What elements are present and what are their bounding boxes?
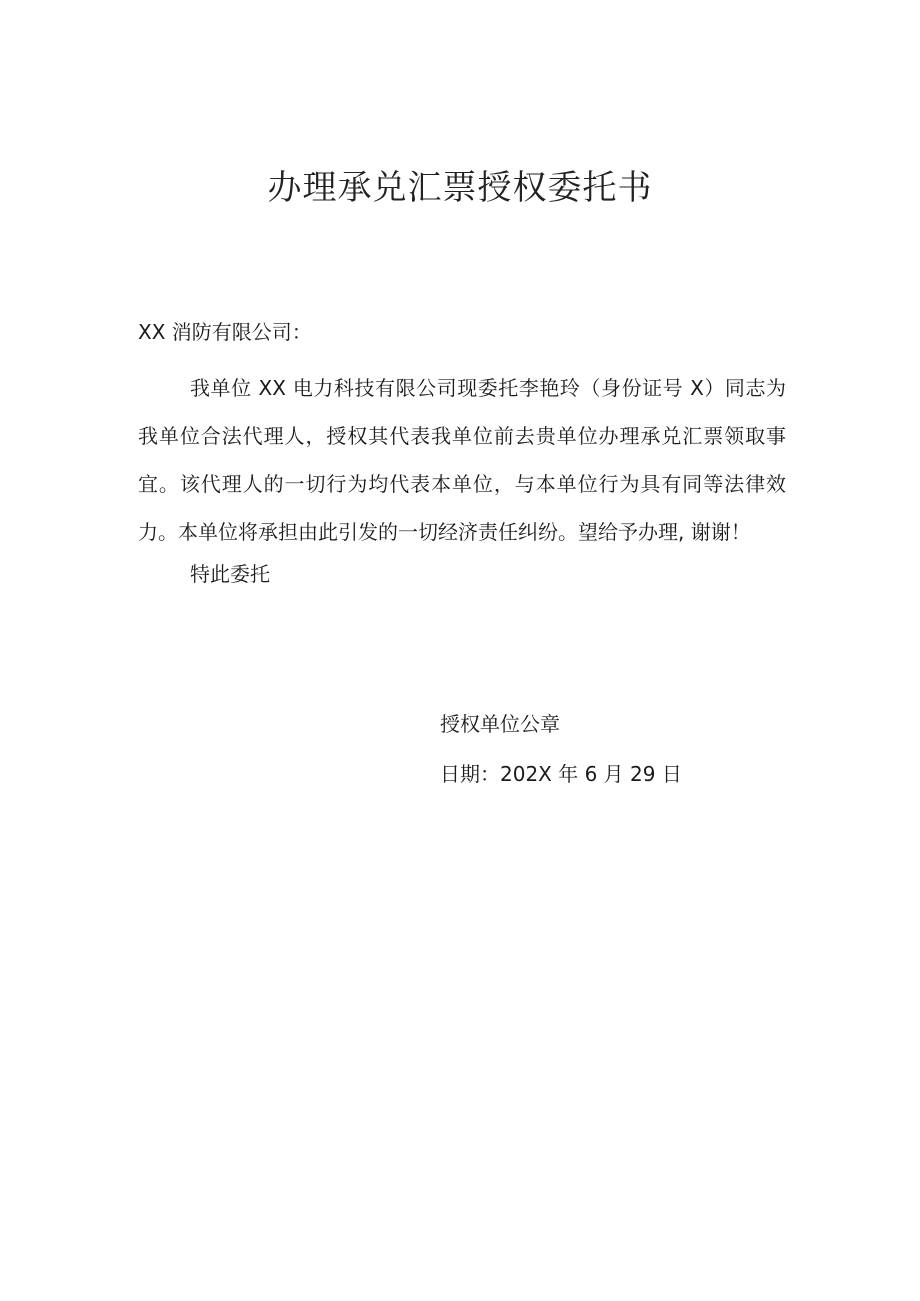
closing-phrase: 特此委托 — [190, 562, 270, 586]
document-title: 办理承兑汇票授权委托书 — [267, 168, 653, 208]
date-line: 日期：202X 年 6 月 29 日 — [440, 762, 682, 786]
seal-label: 授权单位公章 — [440, 712, 560, 736]
salutation: XX 消防有限公司： — [138, 320, 312, 344]
body-paragraph: 我单位 XX 电力科技有限公司现委托李艳玲（身份证号 X）同志为我单位合法代理人，授权其代表我单位前去贵单位办理承兑汇票领取事宜。该代理人的一切行为均代表本单位，与本单位行为具有同等法律效力。本单位将承担由此引发的一切经济责任纠纷。望给予办理, 谢谢！ — [138, 376, 786, 544]
